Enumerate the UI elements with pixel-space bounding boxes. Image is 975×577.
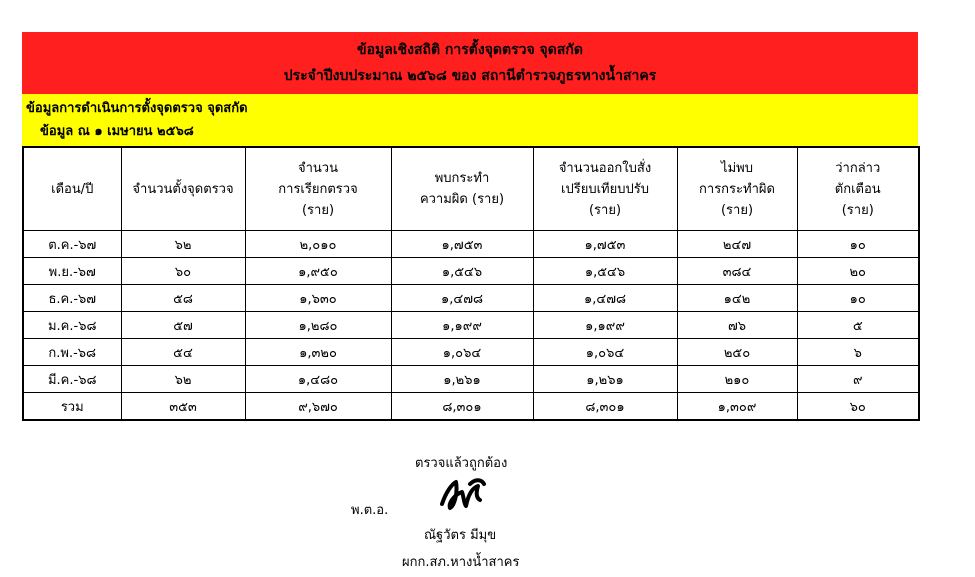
cell-no-offense: ๗๖ (677, 312, 797, 339)
table-header-row (23, 147, 919, 231)
cell-warnings: ๑๐ (797, 231, 919, 258)
title-band (22, 32, 918, 94)
cell-offenses: ๑,๗๕๓ (391, 231, 533, 258)
cell-checkpoints: ๕๔ (121, 339, 245, 366)
cell-no-offense: ๓๘๔ (677, 258, 797, 285)
info-line1: ข้อมูลการดำเนินการตั้งจุดตรวจ จุดสกัด (26, 101, 248, 116)
officer-rank: พ.ต.อ. (351, 503, 389, 518)
cell-checkpoints: ๕๗ (121, 312, 245, 339)
report-title-line1: ข้อมูลเชิงสถิติ การตั้งจุดตรวจ จุดสกัด (357, 42, 583, 58)
cell-warnings: ๖ (797, 339, 919, 366)
cell-total-no-offense: ๑,๓๐๙ (677, 393, 797, 421)
cell-offenses: ๑,๕๔๖ (391, 258, 533, 285)
header-inspections: จำนวน การเรียกตรวจ (ราย) (245, 147, 391, 231)
cell-inspections: ๑,๒๘๐ (245, 312, 391, 339)
header-tickets: จำนวนออกใบสั่ง เปรียบเทียบปรับ (ราย) (533, 147, 677, 231)
cell-total-checkpoints: ๓๕๓ (121, 393, 245, 421)
cell-no-offense: ๒๑๐ (677, 366, 797, 393)
header-checkpoints: จำนวนตั้งจุดตรวจ (121, 147, 245, 231)
cell-month: มี.ค.-๖๘ (23, 366, 121, 393)
header-warnings: ว่ากล่าว ตักเตือน (ราย) (797, 147, 919, 231)
table-row (23, 231, 919, 258)
cell-month: ม.ค.-๖๘ (23, 312, 121, 339)
cell-inspections: ๑,๙๕๐ (245, 258, 391, 285)
officer-position: ผกก.สภ.หางน้ำสาคร (402, 555, 520, 570)
cell-offenses: ๑,๑๙๙ (391, 312, 533, 339)
cell-total-inspections: ๙,๖๗๐ (245, 393, 391, 421)
table-row (23, 258, 919, 285)
cell-total-label: รวม (23, 393, 121, 421)
cell-month: ต.ค.-๖๗ (23, 231, 121, 258)
info-band (22, 94, 918, 146)
cell-month: ธ.ค.-๖๗ (23, 285, 121, 312)
statistics-table (22, 146, 920, 421)
header-no-offense: ไม่พบ การกระทำผิด (ราย) (677, 147, 797, 231)
certified-text: ตรวจแล้วถูกต้อง (415, 456, 508, 471)
cell-total-tickets: ๘,๓๐๑ (533, 393, 677, 421)
header-month: เดือน/ปี (23, 147, 121, 231)
cell-inspections: ๑,๓๒๐ (245, 339, 391, 366)
cell-checkpoints: ๖๒ (121, 231, 245, 258)
cell-tickets: ๑,๗๕๓ (533, 231, 677, 258)
header-offenses: พบกระทำ ความผิด (ราย) (391, 147, 533, 231)
table-row (23, 339, 919, 366)
table-total-row (23, 393, 919, 421)
cell-tickets: ๑,๕๔๖ (533, 258, 677, 285)
cell-checkpoints: ๕๘ (121, 285, 245, 312)
cell-checkpoints: ๖๐ (121, 258, 245, 285)
table-row (23, 366, 919, 393)
cell-checkpoints: ๖๒ (121, 366, 245, 393)
info-line2: ข้อมูล ณ ๑ เมษายน ๒๕๖๘ (40, 124, 194, 139)
report-title-line2: ประจำปีงบประมาณ ๒๕๖๘ ของ สถานีตำรวจภูธรหางน้ำสาคร (283, 68, 657, 84)
cell-tickets: ๑,๐๖๔ (533, 339, 677, 366)
table-row (23, 312, 919, 339)
cell-tickets: ๑,๑๙๙ (533, 312, 677, 339)
officer-name: ณัฐวัตร มีมุข (424, 528, 497, 543)
cell-no-offense: ๑๔๒ (677, 285, 797, 312)
cell-offenses: ๑,๔๗๘ (391, 285, 533, 312)
cell-tickets: ๑,๒๖๑ (533, 366, 677, 393)
cell-warnings: ๑๐ (797, 285, 919, 312)
cell-offenses: ๑,๐๖๔ (391, 339, 533, 366)
signature-image (436, 472, 488, 512)
cell-no-offense: ๒๔๗ (677, 231, 797, 258)
cell-offenses: ๑,๒๖๑ (391, 366, 533, 393)
cell-no-offense: ๒๕๐ (677, 339, 797, 366)
cell-warnings: ๙ (797, 366, 919, 393)
cell-inspections: ๑,๖๓๐ (245, 285, 391, 312)
cell-inspections: ๒,๐๑๐ (245, 231, 391, 258)
cell-month: พ.ย.-๖๗ (23, 258, 121, 285)
report-sheet (22, 32, 918, 421)
cell-warnings: ๒๐ (797, 258, 919, 285)
cell-warnings: ๕ (797, 312, 919, 339)
cell-month: ก.พ.-๖๘ (23, 339, 121, 366)
cell-total-warnings: ๖๐ (797, 393, 919, 421)
table-row (23, 285, 919, 312)
cell-tickets: ๑,๔๗๘ (533, 285, 677, 312)
cell-inspections: ๑,๔๘๐ (245, 366, 391, 393)
cell-total-offenses: ๘,๓๐๑ (391, 393, 533, 421)
